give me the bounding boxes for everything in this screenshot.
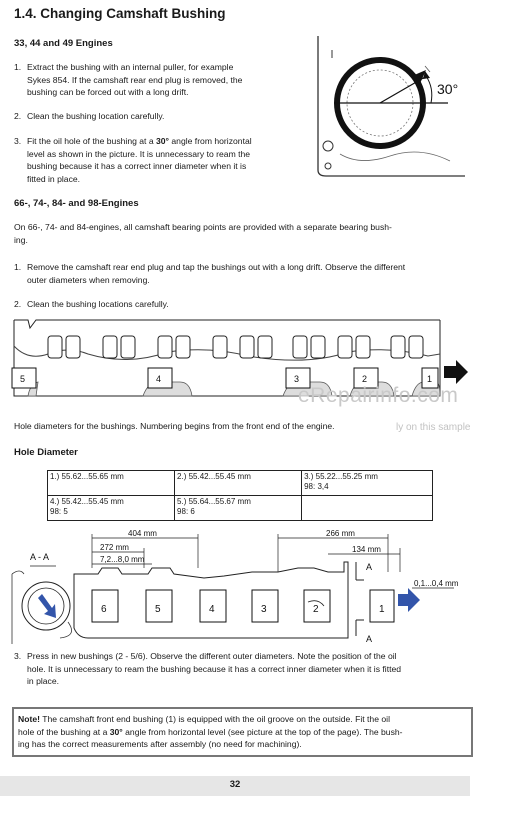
table-cell: 4.) 55.42...55.45 mm 98: 5 bbox=[48, 496, 175, 521]
oil-hole-arrow-icon bbox=[38, 594, 56, 618]
dim-266: 266 mm bbox=[326, 529, 355, 538]
section1-step3: 3. Fit the oil hole of the bushing at a 30° angle from horizontal level as shown in the picture. It is unnecessary to ream the bushing because it has a correct inner diameter when it is fitted in place. bbox=[14, 136, 252, 184]
bush-num-5: 5 bbox=[155, 604, 161, 615]
hole-diameter-heading: Hole Diameter bbox=[14, 447, 78, 458]
section1-step1: 1. Extract the bushing with an internal puller, for example Sykes 854. If the camshaft rear end plug is removed, the bushing can be forced out with a long drift. bbox=[14, 62, 243, 97]
section2-intro: On 66-, 74- and 84-engines, all camshaft bearing points are provided with a separate bearing bush- ing. bbox=[14, 222, 392, 245]
note-box: Note! The camshaft front end bushing (1) is equipped with the oil groove on the outside. Fit the oil hole of the bushing at a 30° angle from horizontal level (see picture at the top of the page). The bush- ing has the correct measurements after assembly (no need for machining). bbox=[12, 707, 473, 757]
section2-heading: 66-, 74-, 84- and 98-Engines bbox=[14, 198, 139, 209]
hole-diameter-table bbox=[47, 470, 433, 521]
section-mark-a-top: A bbox=[366, 562, 373, 572]
dim-72: 7,2...8,0 mm bbox=[100, 555, 145, 564]
bush-num-2: 2 bbox=[313, 604, 319, 615]
section-mark-a-bottom: A bbox=[366, 634, 373, 644]
figure-caption: Hole diameters for the bushings. Numbering begins from the front end of the engine. bbox=[14, 421, 335, 431]
block-num-2: 2 bbox=[362, 374, 368, 384]
block-num-1: 1 bbox=[427, 374, 433, 384]
block-num-3: 3 bbox=[294, 374, 300, 384]
table-cell bbox=[302, 496, 433, 521]
bush-num-1: 1 bbox=[379, 604, 385, 615]
step3: 3. Press in new bushings (2 - 5/6). Observe the different outer diameters. Note the position of the oil hole. It is unnecessary to ream the bushing because it has a correct inner diameter when it is fitted in place. bbox=[14, 651, 402, 686]
dim-404: 404 mm bbox=[128, 529, 157, 538]
bush-num-3: 3 bbox=[261, 604, 267, 615]
watermark-sub: ly on this sample bbox=[396, 422, 471, 433]
section1-heading: 33, 44 and 49 Engines bbox=[14, 38, 113, 49]
dim-272: 272 mm bbox=[100, 543, 129, 552]
page-number: 32 bbox=[229, 779, 241, 790]
direction-arrow-icon bbox=[398, 588, 420, 612]
dim-134: 134 mm bbox=[352, 545, 381, 554]
page-title: 1.4. Changing Camshaft Bushing bbox=[14, 6, 226, 21]
angle-label: 30° bbox=[437, 81, 459, 97]
note-label: Note! bbox=[18, 714, 40, 724]
front-arrow-icon bbox=[444, 360, 468, 384]
bushing-dimension-figure bbox=[8, 528, 478, 646]
table-cell: 1.) 55.62...55.65 mm bbox=[48, 471, 175, 496]
bushing-angle-figure bbox=[310, 36, 470, 178]
table-cell: 5.) 55.64...55.67 mm 98: 6 bbox=[175, 496, 302, 521]
section2-step1: 1. Remove the camshaft rear end plug and tap the bushings out with a long drift. Observe the different outer diameters when removing. bbox=[14, 262, 406, 285]
block-num-4: 4 bbox=[156, 374, 162, 384]
section2-step2: 2. Clean the bushing locations carefully. bbox=[14, 299, 169, 309]
bush-num-6: 6 bbox=[101, 604, 107, 615]
table-row bbox=[48, 496, 433, 521]
table-cell: 3.) 55.22...55.25 mm 98: 3,4 bbox=[302, 471, 433, 496]
dim-tolerance: 0,1...0,4 mm bbox=[414, 579, 459, 588]
section-a-a-label: A - A bbox=[30, 552, 50, 562]
bush-num-4: 4 bbox=[209, 604, 215, 615]
watermark: eRepairinfo.com bbox=[298, 384, 459, 407]
section1-step2: 2. Clean the bushing location carefully. bbox=[14, 111, 165, 121]
table-cell: 2.) 55.42...55.45 mm bbox=[175, 471, 302, 496]
block-num-5: 5 bbox=[20, 374, 26, 384]
table-row bbox=[48, 471, 433, 496]
